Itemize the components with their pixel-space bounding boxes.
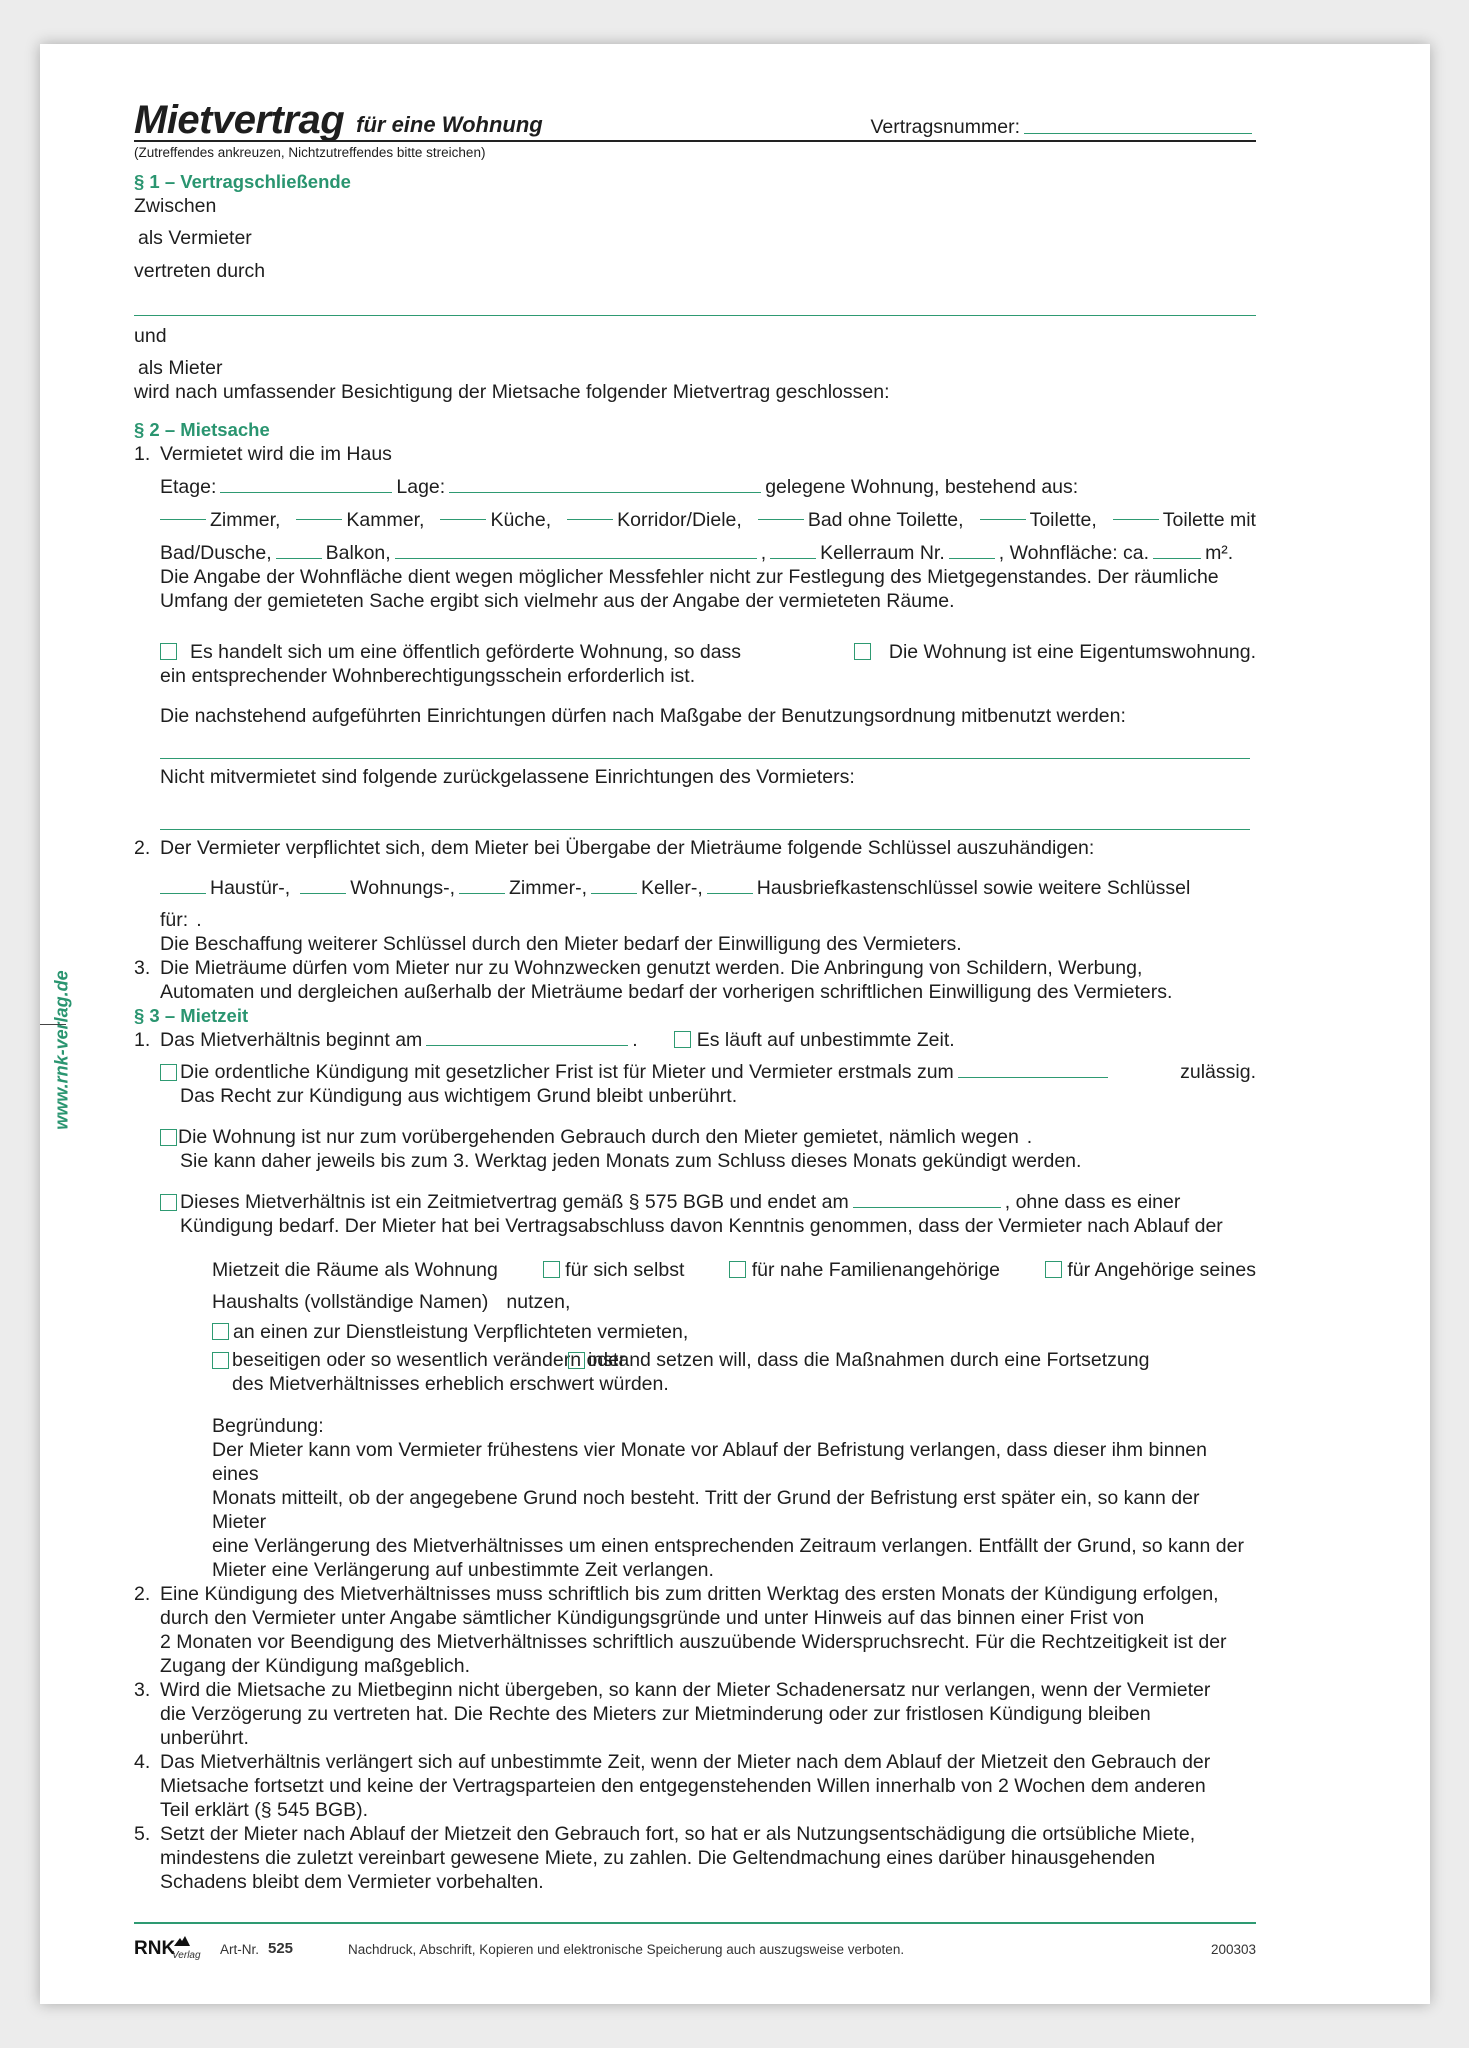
label-dienst: an einen zur Dienstleistung Verpflichteten vermieten, — [233, 1321, 689, 1343]
label-zulaessig: zulässig. — [1180, 1061, 1256, 1083]
usage-line-2: Automaten und dergleichen außerhalb der Mieträume bedarf der vorherigen schriftlichen Einwilligung des Vermieters. — [160, 981, 1173, 1003]
bath-count-field[interactable] — [758, 519, 804, 520]
row-checkboxes-1 — [160, 640, 1256, 688]
label-fortsetzung: des Mietverhältnisses erheblich erschwert würden. — [232, 1373, 669, 1395]
shower-count-field[interactable] — [276, 558, 322, 559]
toilet-with-count-field[interactable] — [1113, 519, 1159, 520]
label-korridor: Korridor/Diele, — [617, 509, 742, 531]
item-number: 2. — [134, 1583, 151, 1605]
title-row — [134, 100, 1256, 142]
label-subsidized-2: ein entsprechender Wohnberechtigungsschein erforderlich ist. — [160, 665, 696, 687]
item-number: 1. — [134, 443, 151, 465]
service-provider-checkbox[interactable] — [212, 1323, 229, 1340]
label-dot: . — [632, 1029, 638, 1051]
compensation-line-3: Schadens bleibt dem Vermieter vorbehalten. — [160, 1871, 544, 1893]
side-website: www.rnk-verlag.de — [51, 970, 72, 1130]
section-1-closing: wird nach umfassender Besichtigung der Mietsache folgender Mietvertrag geschlossen: — [134, 381, 890, 403]
s3-item-4 — [134, 1750, 1256, 1822]
label-keller: Kellerraum Nr. — [820, 542, 945, 564]
extension-line-1: Das Mietverhältnis verlängert sich auf unbestimmte Zeit, wenn der Mieter nach dem Ablauf der Mietzeit den Gebrauch der — [160, 1751, 1211, 1773]
row-mieter — [134, 348, 1256, 380]
label-wohnflaeche: , Wohnfläche: ca. — [998, 542, 1150, 564]
form-code: 200303 — [1210, 1942, 1256, 1957]
keys-note: Die Beschaffung weiterer Schlüssel durch den Mieter bedarf der Einwilligung des Vermieters. — [160, 933, 962, 955]
corridor-count-field[interactable] — [567, 519, 613, 520]
section-2-heading: § 2 – Mietsache — [134, 419, 270, 440]
label-haushalt: Haushalts (vollständige Namen) — [212, 1291, 489, 1313]
rooms-count-field[interactable] — [160, 519, 206, 520]
room-keys-field[interactable] — [459, 893, 505, 894]
footer — [134, 1936, 1256, 1966]
label-haus: Vermietet wird die im Haus — [160, 443, 392, 465]
article-label: Art-Nr. — [220, 1942, 259, 1957]
cellar-count-field[interactable] — [770, 558, 816, 559]
label-dot: . — [196, 909, 202, 931]
label-kueche: Küche, — [490, 509, 552, 531]
apartment-keys-field[interactable] — [300, 893, 346, 894]
label-und: und — [134, 325, 167, 347]
label-subsidized: Es handelt sich um eine öffentlich geförderte Wohnung, so dass — [190, 641, 742, 663]
instruction-note: (Zutreffendes ankreuzen, Nichtzutreffendes bitte streichen) — [134, 145, 486, 160]
shared-facilities-field[interactable] — [160, 758, 1250, 759]
toilet-count-field[interactable] — [980, 519, 1026, 520]
section-1-heading: § 1 – Vertragschließende — [134, 171, 351, 192]
handover-line-1: Wird die Mietsache zu Mietbeginn nicht übergeben, so kann der Mieter Schadenersatz nur verlangen, wenn der Vermieter — [160, 1679, 1211, 1701]
s3-item-5 — [134, 1822, 1256, 1894]
label-temporary: Die Wohnung ist nur zum vorübergehenden Gebrauch durch den Mieter gemietet, nämlich wegen — [178, 1126, 1019, 1148]
s2-item-1 — [134, 442, 1256, 830]
label-condominium: Die Wohnung ist eine Eigentumswohnung. — [888, 641, 1256, 663]
label-hbk: Hausbriefkastenschlüssel sowie weitere Schlüssel — [756, 877, 1191, 899]
row-ordinary-notice — [160, 1060, 1256, 1108]
label-beseitigen: beseitigen oder so wesentlich verändern oder — [232, 1349, 626, 1371]
label-toilette: Toilette, — [1029, 509, 1097, 531]
termination-line-2: durch den Vermieter unter Angabe sämtlicher Kündigungsgründe und unter Hinweis auf das binnen einer Frist von — [160, 1607, 1145, 1629]
copyright-notice: Nachdruck, Abschrift, Kopieren und elektronische Speicherung auch auszugsweise verboten. — [348, 1942, 905, 1957]
label-toilette-mit: Toilette mit — [1162, 509, 1256, 531]
label-angehoerige: für Angehörige seines — [1067, 1259, 1256, 1281]
extension-line-3: Teil erklärt (§ 545 BGB). — [160, 1799, 369, 1821]
s2-item-3 — [134, 956, 1256, 1004]
section-3-heading: § 3 – Mietzeit — [134, 1005, 249, 1026]
label-m2: m². — [1205, 542, 1234, 564]
label-vertreten: vertreten durch — [134, 260, 266, 282]
item-number: 5. — [134, 1823, 151, 1845]
mailbox-keys-field[interactable] — [707, 893, 753, 894]
cellar-keys-field[interactable] — [591, 893, 637, 894]
label-important-reason: Das Recht zur Kündigung aus wichtigem Grund bleibt unberührt. — [180, 1085, 738, 1107]
remove-alter-checkbox[interactable] — [212, 1352, 229, 1369]
label-selbst: für sich selbst — [565, 1259, 685, 1281]
balcony-field[interactable] — [395, 558, 757, 559]
condominium-checkbox[interactable] — [854, 643, 871, 660]
label-keller-key: Keller-, — [640, 877, 703, 899]
row-fuer — [160, 900, 1256, 932]
label-familie: für nahe Familienangehörige — [751, 1259, 1000, 1281]
footer-divider — [134, 1922, 1256, 1924]
label-fuer: für: — [160, 909, 189, 931]
handover-line-2: die Verzögerung zu vertreten hat. Die Rechte des Mieters zur Mietminderung oder zur fristlosen Kündigung bleiben — [160, 1703, 1151, 1725]
side-tick — [40, 1024, 66, 1025]
label-wohnungs: Wohnungs-, — [350, 877, 455, 899]
row-rooms — [160, 499, 1256, 532]
cellar-number-field[interactable] — [949, 558, 995, 559]
area-note: Die Angabe der Wohnfläche dient wegen möglicher Messfehler nicht zur Festlegung des Mietgegenstandes. Der räumliche Umfang der gemieteten Sache ergibt sich vielmehr aus der Angabe der vermieteten Räume. — [160, 566, 1219, 612]
row-beseitigen — [212, 1348, 1256, 1396]
shared-facilities-text: Die nachstehend aufgeführten Einrichtungen dürfen nach Maßgabe der Benutzungsordnung mitbenutzt werden: — [160, 705, 1126, 727]
label-zimmer: Zimmer, — [210, 509, 281, 531]
contract-number — [870, 114, 1256, 140]
label-nutzen: nutzen, — [506, 1291, 571, 1313]
extension-line-2: Mietsache fortsetzt und keine der Vertragsparteien den entgegenstehenden Willen innerhalb von 2 Wochen dem anderen — [160, 1775, 1206, 1797]
contract-number-label: Vertragsnummer: — [870, 116, 1020, 138]
row-vermieter — [134, 218, 1256, 250]
label-etage: Etage: — [160, 476, 217, 498]
label-beginn: Das Mietverhältnis beginnt am — [160, 1029, 423, 1051]
label-temporary-notice: Sie kann daher jeweils bis zum 3. Werktag jeden Monats zum Schluss dieses Monats gekündigt werden. — [180, 1150, 1082, 1172]
temporary-use-checkbox[interactable] — [160, 1129, 177, 1146]
keys-text: Der Vermieter verpflichtet sich, dem Mieter bei Übergabe der Mieträume folgende Schlüssel auszuhändigen: — [160, 837, 1095, 859]
row-keys — [160, 860, 1256, 900]
floor-field[interactable] — [220, 492, 392, 493]
fixed-term-checkbox[interactable] — [160, 1194, 177, 1211]
row-dienst — [212, 1314, 1256, 1344]
publisher-logo-subtext: Verlag — [172, 1950, 201, 1961]
row-begruendung — [212, 1396, 1256, 1438]
front-door-keys-field[interactable] — [160, 893, 206, 894]
end-date-field[interactable] — [853, 1207, 1001, 1208]
item-number: 2. — [134, 837, 151, 859]
label-als-mieter: als Mieter — [138, 357, 223, 379]
label-zimmer-key: Zimmer-, — [509, 877, 587, 899]
termination-line-1: Eine Kündigung des Mietverhältnisses muss schriftlich bis zum dritten Werktag des ersten Monats der Kündigung erfolgen, — [160, 1583, 1219, 1605]
label-gelegene: gelegene Wohnung, bestehend aus: — [765, 476, 1079, 498]
start-date-field[interactable] — [426, 1045, 628, 1046]
subsidized-checkbox[interactable] — [160, 643, 177, 660]
row-beginn — [160, 1028, 1256, 1052]
label-als-vermieter: als Vermieter — [138, 227, 252, 249]
item-number: 3. — [134, 957, 151, 979]
label-dot: . — [1026, 1126, 1033, 1148]
kitchen-count-field[interactable] — [440, 519, 486, 520]
publisher-logo: RNK — [134, 1938, 176, 1959]
area-field[interactable] — [1153, 558, 1201, 559]
row-temporary — [160, 1125, 1256, 1173]
handover-line-3: unberührt. — [160, 1727, 249, 1749]
s3-item-2 — [134, 1582, 1256, 1678]
s2-item-2 — [134, 836, 1256, 956]
row-bad-dusche — [160, 532, 1256, 565]
chambers-count-field[interactable] — [296, 519, 342, 520]
usage-line-1: Die Mieträume dürfen vom Mieter nur zu Wohnzwecken genutzt werden. Die Anbringung von Schildern, Werbung, — [160, 957, 1143, 979]
label-comma: , — [760, 542, 767, 564]
indefinite-checkbox[interactable] — [674, 1031, 691, 1048]
compensation-line-2: mindestens die zuletzt vereinbart gewesene Miete, zu zahlen. Die Geltendmachung eines darüber hinausgehenden — [160, 1847, 1156, 1869]
termination-line-4: Zugang der Kündigung maßgeblich. — [160, 1655, 471, 1677]
fixed-term-info-1: Der Mieter kann vom Vermieter frühestens vier Monate vor Ablauf der Befristung verlangen, dass dieser ihm binnen eines — [212, 1439, 1207, 1485]
item-number: 4. — [134, 1751, 151, 1773]
label-bad-dusche: Bad/Dusche, — [160, 542, 272, 564]
ordinary-notice-line — [160, 1060, 1256, 1084]
item-number: 3. — [134, 1679, 151, 1701]
compensation-line-1: Setzt der Mieter nach Ablauf der Mietzeit den Gebrauch fort, so hat er als Nutzungsentschädigung die ortsübliche Miete, — [160, 1823, 1196, 1845]
form-content — [134, 100, 1256, 1894]
termination-line-3: 2 Monaten vor Beendigung des Mietverhältnisses schriftlich auszuübende Widerspruchsrecht. Für die Rechtzeitigkeit ist der — [160, 1631, 1227, 1653]
fixed-term-info-4: Mieter eine Verlängerung auf unbestimmte Zeit verlangen. — [212, 1559, 714, 1581]
first-notice-date-field[interactable] — [958, 1077, 1108, 1078]
location-field[interactable] — [449, 492, 761, 493]
item-number: 1. — [134, 1029, 151, 1051]
row-fixed-term — [160, 1190, 1256, 1238]
label-kuendigung-bedarf: Kündigung bedarf. Der Mieter hat bei Vertragsabschluss davon Kenntnis genommen, dass der Vermieter nach Ablauf der — [180, 1215, 1223, 1237]
row-vertreten — [134, 250, 1256, 283]
temporary-line — [160, 1125, 1256, 1149]
self-use-checkbox[interactable] — [543, 1261, 560, 1278]
fixed-term-line — [160, 1190, 1256, 1214]
label-fixed-term: Dieses Mietverhältnis ist ein Zeitmietvertrag gemäß § 575 BGB und endet am — [180, 1191, 849, 1213]
row-zwischen — [134, 194, 1256, 218]
row-haus — [160, 442, 1256, 466]
ordinary-notice-checkbox[interactable] — [160, 1064, 177, 1081]
label-kammer: Kammer, — [346, 509, 425, 531]
label-unbestimmt: Es läuft auf unbestimmte Zeit. — [696, 1029, 955, 1051]
s3-item-1 — [134, 1028, 1256, 1582]
row-etage — [160, 466, 1256, 499]
document-subtitle: für eine Wohnung — [356, 112, 543, 137]
excluded-facilities-text: Nicht mitvermietet sind folgende zurückgelassene Einrichtungen des Vormieters: — [160, 766, 855, 788]
contract-number-field[interactable] — [1024, 133, 1252, 134]
family-use-checkbox[interactable] — [729, 1261, 746, 1278]
label-mietzeit: Mietzeit die Räume als Wohnung — [212, 1259, 498, 1281]
row-haushalt — [212, 1282, 1256, 1314]
excluded-facilities-field[interactable] — [160, 829, 1250, 830]
label-bad-ohne: Bad ohne Toilette, — [807, 509, 964, 531]
label-haustuer: Haustür-, — [210, 877, 291, 899]
repair-checkbox[interactable] — [568, 1352, 585, 1369]
fixed-term-info-3: eine Verlängerung des Mietverhältnisses um einen entsprechenden Zeitraum verlangen. Entfällt der Grund, so kann der — [212, 1535, 1244, 1557]
row-und — [134, 315, 1256, 348]
s3-item-3 — [134, 1678, 1256, 1750]
label-lage: Lage: — [396, 476, 446, 498]
fixed-term-info-2: Monats mitteilt, ob der angegebene Grund noch besteht. Tritt der Grund der Befristung erst später ein, so kann der Mieter — [212, 1487, 1200, 1533]
label-balkon: Balkon, — [325, 542, 391, 564]
logo-arrow-icon — [174, 1936, 190, 1946]
document-title: Mietvertrag — [134, 98, 345, 142]
label-ohne-dass: , ohne dass es einer — [1004, 1191, 1181, 1213]
article-number: 525 — [268, 1940, 294, 1957]
label-instand: instand setzen will, dass die Maßnahmen durch eine Fortsetzung — [588, 1349, 1150, 1371]
row-mietzeit — [212, 1238, 1256, 1282]
label-ordinary-notice: Die ordentliche Kündigung mit gesetzlicher Frist ist für Mieter und Vermieter erstmals zum — [180, 1061, 954, 1083]
label-begruendung: Begründung: — [212, 1415, 324, 1437]
label-zwischen: Zwischen — [134, 195, 217, 217]
household-use-checkbox[interactable] — [1045, 1261, 1062, 1278]
